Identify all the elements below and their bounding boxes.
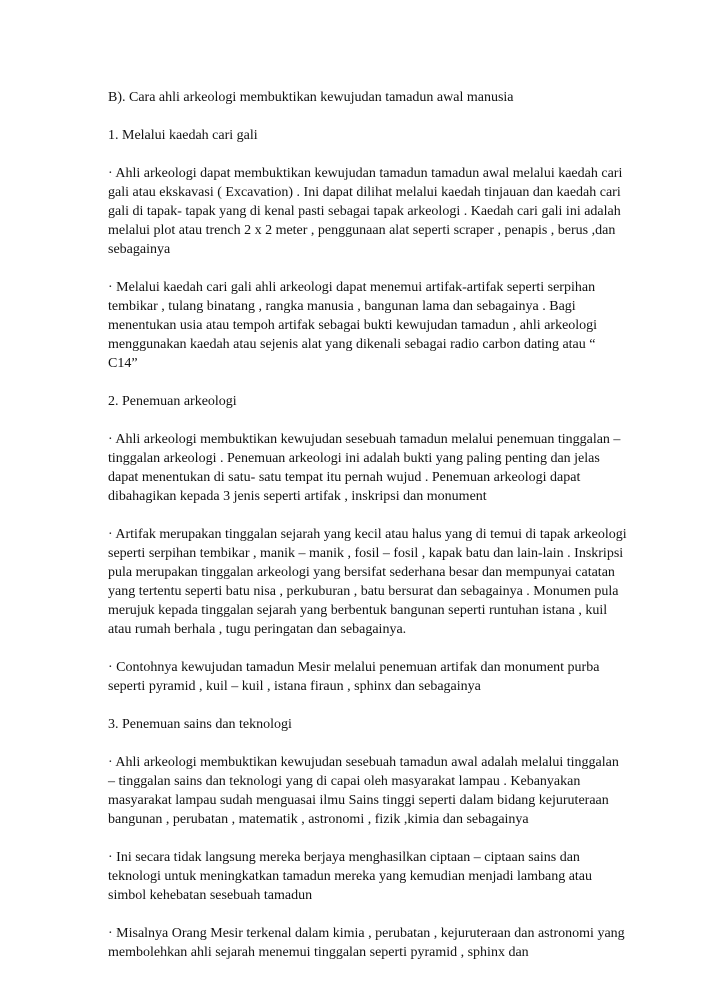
paragraph-penemuan-arkeologi-3: · Contohnya kewujudan tamadun Mesir melalui penemuan artifak dan monument purba seperti pyramid , kuil – kuil , istana firaun , sphinx dan sebagainya	[108, 660, 600, 694]
paragraph-penemuan-arkeologi-1: · Ahli arkeologi membuktikan kewujudan sesebuah tamadun melalui penemuan tinggalan – tinggalan arkeologi . Penemuan arkeologi ini adalah bukti yang paling penting dan jelas dapat menentukan di satu- satu tempat itu pernah wujud . Penemuan arkeologi dapat dibahagikan kepada 3 jenis seperti artifak , inskripsi dan monument	[108, 432, 621, 504]
document-body	[108, 88, 628, 981]
paragraph-sains-teknologi-3: · Misalnya Orang Mesir terkenal dalam kimia , perubatan , kejuruteraan dan astronomi yang membolehkan ahli sejarah menemui tinggalan seperti pyramid , sphinx dan	[108, 926, 625, 960]
paragraph-penemuan-arkeologi-2: · Artifak merupakan tinggalan sejarah yang kecil atau halus yang di temui di tapak arkeologi seperti serpihan tembikar , manik – manik , fosil – fosil , kapak batu dan lain-lain . Inskripsi pula merupakan tinggalan arkeologi yang bersifat sederhana besar dan mempunyai catatan yang tertentu seperti batu nisa , perkuburan , batu bersurat dan sebagainya . Monumen pula merujuk kepada tinggalan sejarah yang berbentuk bangunan seperti runtuhan istana , kuil atau rumah berhala , tugu peringatan dan sebagainya.	[108, 527, 627, 637]
document-heading: B). Cara ahli arkeologi membuktikan kewujudan tamadun awal manusia	[108, 90, 514, 105]
section-title-cari-gali: 1. Melalui kaedah cari gali	[108, 128, 258, 143]
section-title-penemuan-arkeologi: 2. Penemuan arkeologi	[108, 394, 237, 409]
paragraph-sains-teknologi-2: · Ini secara tidak langsung mereka berjaya menghasilkan ciptaan – ciptaan sains dan teknologi untuk meningkatkan tamadun mereka yang kemudian menjadi lambang atau simbol kehebatan sesebuah tamadun	[108, 850, 593, 903]
paragraph-cari-gali-2: · Melalui kaedah cari gali ahli arkeologi dapat menemui artifak-artifak seperti serpihan tembikar , tulang binatang , rangka manusia , bangunan lama dan sebagainya . Bagi menentukan usia atau tempoh artifak sebagai bukti kewujudan tamadun , ahli arkeologi menggunakan kaedah atau sejenis alat yang dikenali sebagai radio carbon dating atau “ C14”	[108, 280, 598, 371]
paragraph-sains-teknologi-1: · Ahli arkeologi membuktikan kewujudan sesebuah tamadun awal adalah melalui tinggalan – tinggalan sains dan teknologi yang di capai oleh masyarakat lampau . Kebanyakan masyarakat lampau sudah menguasai ilmu Sains tinggi seperti dalam bidang kejuruteraan bangunan , perubatan , matematik , astronomi , fizik ,kimia dan sebagainya	[108, 755, 619, 827]
section-title-sains-teknologi: 3. Penemuan sains dan teknologi	[108, 717, 292, 732]
paragraph-cari-gali-1: · Ahli arkeologi dapat membuktikan kewujudan tamadun tamadun awal melalui kaedah cari gali atau ekskavasi ( Excavation) . Ini dapat dilihat melalui kaedah tinjauan dan kaedah cari gali di tapak- tapak yang di kenal pasti sebagai tapak arkeologi . Kaedah cari gali ini adalah melalui plot atau trench 2 x 2 meter , penggunaan alat seperti scraper , penapis , berus ,dan sebagainya	[108, 166, 623, 257]
